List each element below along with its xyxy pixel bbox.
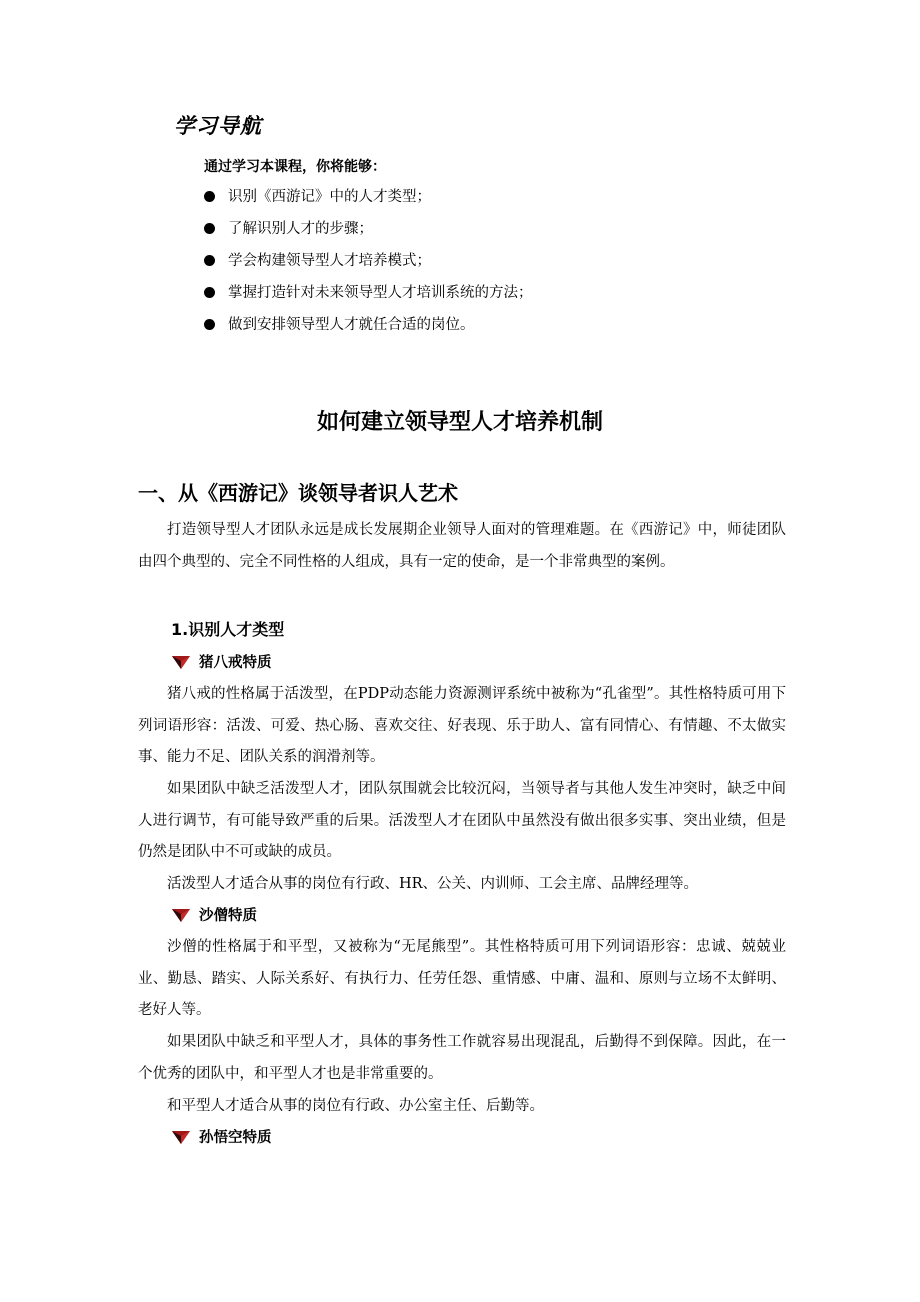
bullet-icon <box>204 191 215 202</box>
bajie-paragraph-1: 猪八戒的性格属于活泼型，在PDP动态能力资源测评系统中被称为“孔雀型”。其性格特质可用下列词语形容：活泼、可爱、热心肠、喜欢交往、好表现、乐于助人、富有同情心、有情趣、不太做实事、能力不足、团队关系的润滑剂等。 <box>138 686 786 765</box>
trait-heading-shaseng <box>171 904 257 925</box>
sub-heading-identify-types: 1.识别人才类型 <box>171 620 285 639</box>
shaseng-paragraph-1: 沙僧的性格属于和平型，又被称为“无尾熊型”。其性格特质可用下列词语形容：忠诚、兢兢业业、勤恳、踏实、人际关系好、有执行力、任劳任怨、重情感、中庸、温和、原则与立场不太鲜明、老好人等。 <box>138 939 786 1018</box>
trait-heading-label: 沙僧特质 <box>199 908 257 924</box>
study-goals-list <box>204 186 533 346</box>
list-item <box>204 250 533 282</box>
arrow-bullet-icon <box>171 907 191 923</box>
trait-heading-label: 孙悟空特质 <box>199 1130 272 1146</box>
list-item <box>204 218 533 250</box>
list-item <box>204 282 533 314</box>
list-item <box>204 186 533 218</box>
trait-heading-bajie <box>171 651 272 672</box>
list-item-text: 做到安排领导型人才就任合适的岗位。 <box>228 317 475 333</box>
bullet-icon <box>204 287 215 298</box>
bullet-icon <box>204 255 215 266</box>
list-item-text: 学会构建领导型人才培养模式； <box>228 253 431 269</box>
study-nav-intro: 通过学习本课程，你将能够： <box>204 159 386 175</box>
bajie-paragraph-3: 活泼型人才适合从事的岗位有行政、HR、公关、内训师、工会主席、品牌经理等。 <box>167 876 699 892</box>
trait-heading-wukong <box>171 1126 272 1147</box>
section-intro-paragraph: 打造领导型人才团队永远是成长发展期企业领导人面对的管理难题。在《西游记》中，师徒团队由四个典型的、完全不同性格的人组成，具有一定的使命，是一个非常典型的案例。 <box>138 522 786 570</box>
list-item-text: 了解识别人才的步骤； <box>228 221 373 237</box>
list-item-text: 掌握打造针对未来领导型人才培训系统的方法； <box>228 285 533 301</box>
trait-heading-label: 猪八戒特质 <box>199 655 272 671</box>
section-heading: 一、从《西游记》谈领导者识人艺术 <box>138 481 458 505</box>
arrow-bullet-icon <box>171 654 191 670</box>
bullet-icon <box>204 223 215 234</box>
list-item <box>204 314 533 346</box>
bajie-paragraph-2: 如果团队中缺乏活泼型人才，团队氛围就会比较沉闷，当领导者与其他人发生冲突时，缺乏中间人进行调节，有可能导致严重的后果。活泼型人才在团队中虽然没有做出很多实事、突出业绩，但是仍然是团队中不可或缺的成员。 <box>138 781 786 860</box>
shaseng-paragraph-3: 和平型人才适合从事的岗位有行政、办公室主任、后勤等。 <box>167 1098 544 1114</box>
list-item-text: 识别《西游记》中的人才类型； <box>228 189 431 205</box>
page-title: 如何建立领导型人才培养机制 <box>316 410 603 435</box>
arrow-bullet-icon <box>171 1129 191 1145</box>
bullet-icon <box>204 319 215 330</box>
shaseng-paragraph-2: 如果团队中缺乏和平型人才，具体的事务性工作就容易出现混乱，后勤得不到保障。因此，在一个优秀的团队中，和平型人才也是非常重要的。 <box>138 1034 786 1082</box>
study-nav-title: 学习导航 <box>174 114 262 138</box>
